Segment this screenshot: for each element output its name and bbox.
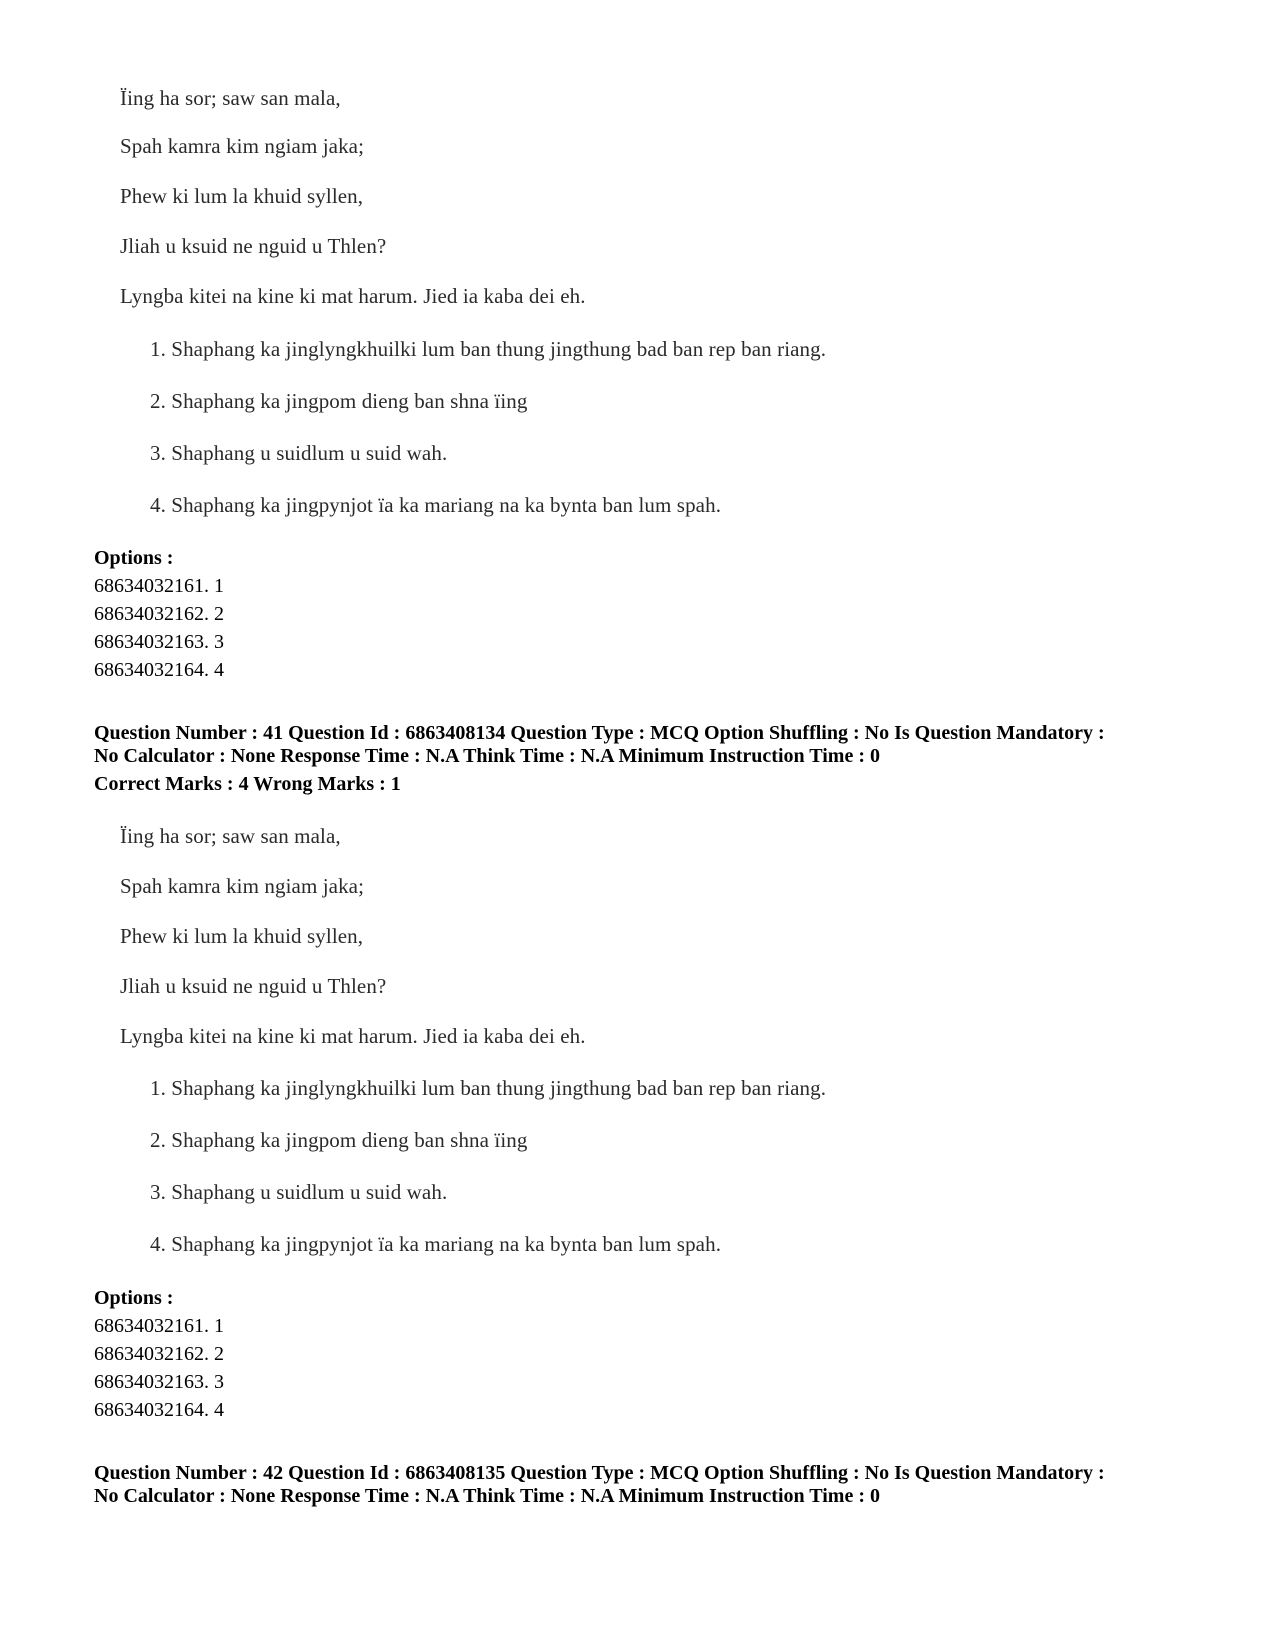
option-item: 68634032163. 3 [94, 631, 224, 653]
question-prompt: Lyngba kitei na kine ki mat harum. Jied ia kaba dei eh. [120, 1024, 586, 1048]
question-meta: Question Number : 42 Question Id : 6863408135 Question Type : MCQ Option Shuffling : No Is Question Mandatory : [94, 1462, 1105, 1484]
question-meta: No Calculator : None Response Time : N.A Think Time : N.A Minimum Instruction Time : 0 [94, 1485, 880, 1507]
question-prompt: Lyngba kitei na kine ki mat harum. Jied ia kaba dei eh. [120, 284, 586, 308]
option-item: 68634032162. 2 [94, 603, 224, 625]
answer-choice: 2. Shaphang ka jingpom dieng ban shna ïing [150, 389, 528, 413]
poem-line: Jliah u ksuid ne nguid u Thlen? [120, 974, 387, 998]
option-item: 68634032164. 4 [94, 1399, 224, 1421]
question-marks: Correct Marks : 4 Wrong Marks : 1 [94, 773, 401, 795]
option-item: 68634032163. 3 [94, 1371, 224, 1393]
options-heading: Options : [94, 1287, 174, 1309]
poem-line: Phew ki lum la khuid syllen, [120, 924, 364, 948]
poem-line: Ïing ha sor; saw san mala, [120, 824, 341, 848]
option-item: 68634032161. 1 [94, 575, 224, 597]
answer-choice: 3. Shaphang u suidlum u suid wah. [150, 1180, 448, 1204]
poem-line: Ïing ha sor; saw san mala, [120, 86, 341, 110]
answer-choice: 2. Shaphang ka jingpom dieng ban shna ïing [150, 1128, 528, 1152]
poem-line: Jliah u ksuid ne nguid u Thlen? [120, 234, 387, 258]
question-meta: No Calculator : None Response Time : N.A Think Time : N.A Minimum Instruction Time : 0 [94, 745, 880, 767]
answer-choice: 1. Shaphang ka jinglyngkhuilki lum ban thung jingthung bad ban rep ban riang. [150, 337, 827, 361]
question-meta: Question Number : 41 Question Id : 6863408134 Question Type : MCQ Option Shuffling : No Is Question Mandatory : [94, 722, 1105, 744]
option-item: 68634032164. 4 [94, 659, 224, 681]
answer-choice: 3. Shaphang u suidlum u suid wah. [150, 441, 448, 465]
answer-choice: 4. Shaphang ka jingpynjot ïa ka mariang na ka bynta ban lum spah. [150, 493, 722, 517]
poem-line: Spah kamra kim ngiam jaka; [120, 874, 365, 898]
option-item: 68634032162. 2 [94, 1343, 224, 1365]
answer-choice: 4. Shaphang ka jingpynjot ïa ka mariang na ka bynta ban lum spah. [150, 1232, 722, 1256]
option-item: 68634032161. 1 [94, 1315, 224, 1337]
poem-line: Spah kamra kim ngiam jaka; [120, 134, 365, 158]
answer-choice: 1. Shaphang ka jinglyngkhuilki lum ban thung jingthung bad ban rep ban riang. [150, 1076, 827, 1100]
options-heading: Options : [94, 547, 174, 569]
poem-line: Phew ki lum la khuid syllen, [120, 184, 364, 208]
